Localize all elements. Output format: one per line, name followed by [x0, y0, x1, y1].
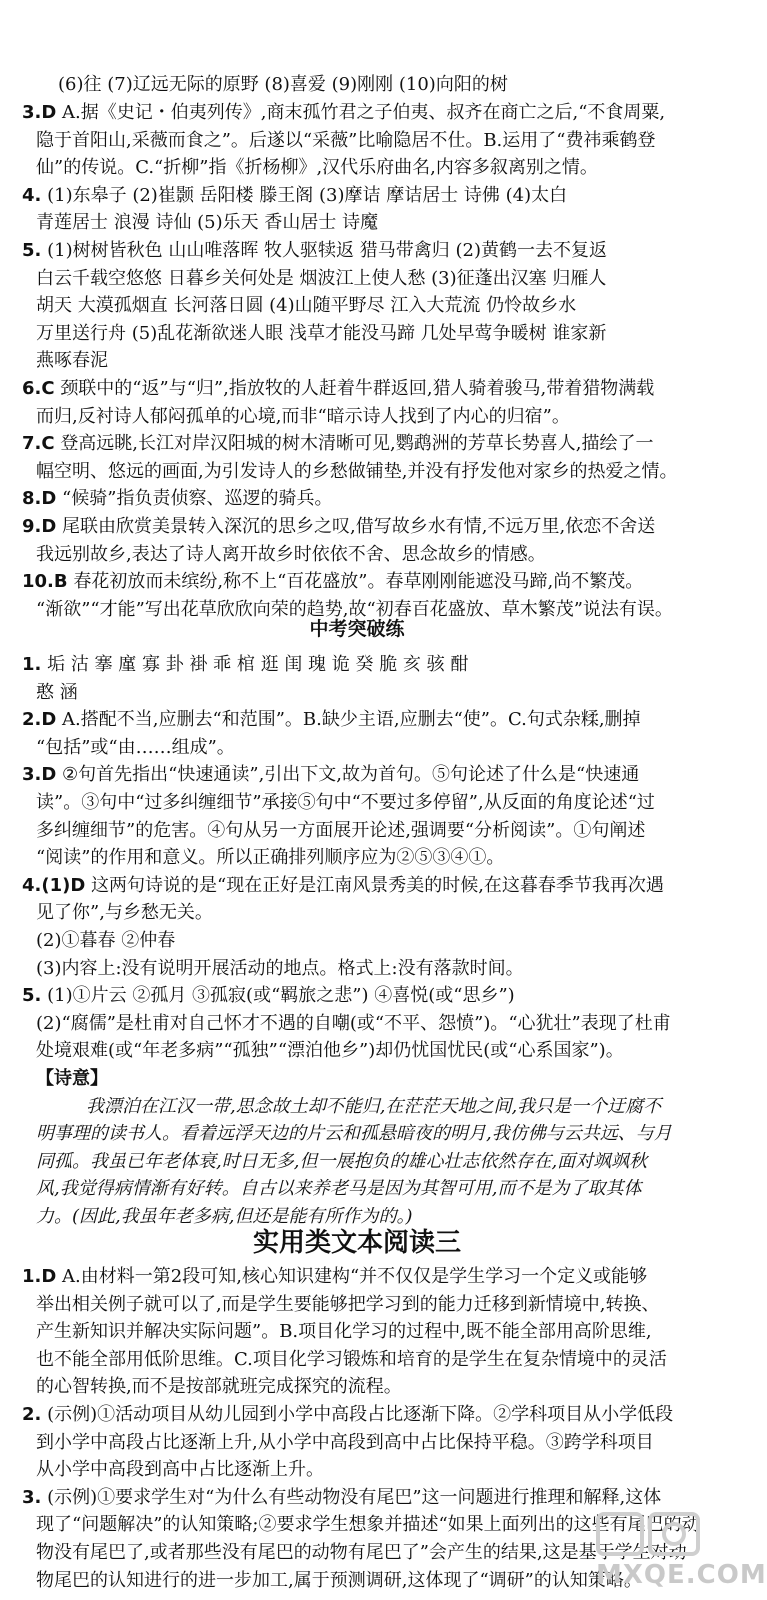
- answer-text: 颈联中的“返”与“归”,指放牧的人赶着牛群返回,猎人骑着骏马,带着猎物满载: [60, 378, 655, 399]
- answer-text: 现了“问题解决”的认知策略;②要求学生想象并描述“如果上面列出的这些有尾巴的动: [36, 1514, 700, 1535]
- answer-text: A.搭配不当,应删去“和范围”。B.缺少主语,应删去“使”。C.句式杂糅,删掉: [62, 709, 641, 730]
- answer-text: 仙”的传说。C.“折柳”指《折杨柳》,汉代乐府曲名,内容多叙离别之情。: [36, 157, 598, 178]
- text-line: [22, 1487, 661, 1509]
- text-line: [36, 1459, 324, 1481]
- question-number: 3.D: [22, 764, 57, 785]
- text-line: [36, 1321, 652, 1343]
- answer-text: 尾联由欣赏美景转入深沉的思乡之叹,借写故乡水有情,不远万里,依恋不舍送: [62, 516, 656, 537]
- section-heading-shiyong: 实用类文本阅读三: [252, 1228, 461, 1258]
- text-line: [22, 433, 653, 455]
- text-line: [36, 1013, 671, 1035]
- text-line: [36, 461, 677, 483]
- text-line: [22, 709, 641, 731]
- answer-text: “候骑”指负责侦察、巡逻的骑兵。: [62, 488, 333, 509]
- answer-text: 举出相关例子就可以了,而是学生要能够把学习到的能力迁移到新情境中,转换、: [36, 1294, 660, 1315]
- answer-text: 白云千载空悠悠 日暮乡关何处是 烟波江上使人愁 (3)征蓬出汉塞 归雁人: [36, 268, 607, 289]
- answer-text: 到小学中高段占比逐渐上升,从小学中高段到高中占比保持平稳。③跨学科项目: [36, 1432, 654, 1453]
- question-number: 10.B: [22, 571, 68, 592]
- text-line: [22, 102, 665, 124]
- text-line: [36, 1151, 647, 1173]
- text-line: [36, 544, 546, 566]
- text-line: [36, 820, 645, 842]
- question-number: 4.: [22, 185, 42, 206]
- question-number: 6.C: [22, 378, 55, 399]
- answer-text: 多纠缠细节”的危害。④句从另一方面展开论述,强调要“分析阅读”。①句阐述: [36, 820, 646, 841]
- answer-text: 登高远眺,长江对岸汉阳城的树木清晰可见,鹦鹉洲的芳草长势喜人,描绘了一: [60, 433, 654, 454]
- text-line: [36, 1376, 402, 1398]
- answer-text: 这两句诗说的是“现在正好是江南风景秀美的时候,在这暮春季节我再次遇: [91, 875, 664, 896]
- question-number: 5.: [22, 240, 42, 261]
- question-number: 3.D: [22, 102, 57, 123]
- answer-text: 物尾巴的认知进行的进一步加工,属于预测调研,这体现了“调研”的认知策略。: [36, 1570, 642, 1591]
- answer-text: (3)内容上:没有说明开展活动的地点。格式上:没有落款时间。: [36, 958, 524, 979]
- text-line: [58, 74, 508, 96]
- poem-translation-text: 明事理的读书人。看着远浮天边的片云和孤悬暗夜的明月,我仿佛与云共远、与月: [36, 1123, 672, 1144]
- answer-text: 青莲居士 浪漫 诗仙 (5)乐天 香山居士 诗魔: [36, 212, 379, 233]
- text-line: [36, 1040, 624, 1062]
- text-line: [36, 847, 504, 869]
- question-number: 1.D: [22, 1266, 57, 1287]
- text-line: [22, 240, 607, 262]
- text-line: [22, 985, 515, 1007]
- text-line: [36, 212, 378, 234]
- answer-text: 燕啄春泥: [36, 350, 108, 371]
- text-line: [22, 185, 567, 207]
- section-heading-zhongkao: 中考突破练: [309, 618, 405, 640]
- text-line: [36, 902, 213, 924]
- text-line: [36, 1542, 687, 1564]
- text-line: [22, 378, 654, 400]
- question-number: 2.: [22, 1404, 42, 1425]
- text-line: [36, 682, 78, 704]
- text-line: [36, 737, 235, 759]
- text-line: [22, 516, 655, 538]
- answer-text: 春花初放而未缤纷,称不上“百花盛放”。春草刚刚能遮没马蹄,尚不繁茂。: [73, 571, 644, 592]
- answer-text: A.由材料一第2段可知,核心知识建构“并不仅仅是学生学习一个定义或能够: [62, 1266, 648, 1287]
- watermark-text: MXQE.COM: [596, 1560, 767, 1590]
- question-number: 2.D: [22, 709, 57, 730]
- text-line: [36, 323, 606, 345]
- text-line: [36, 406, 570, 428]
- text-line: [22, 654, 468, 676]
- text-line: [36, 792, 655, 814]
- question-number: 8.D: [22, 488, 57, 509]
- answer-text: 的心智转换,而不是按部就班完成探究的流程。: [36, 1376, 402, 1397]
- text-line: [36, 1178, 641, 1200]
- answer-text: “渐欲”“才能”写出花草欣欣向荣的趋势,故“初春百花盛放、草木繁茂”说法有误。: [36, 599, 673, 620]
- text-line: [22, 571, 643, 593]
- answer-text: 物没有尾巴了,或者那些没有尾巴的动物有尾巴了”会产生的结果,这是基于学生对动: [36, 1542, 687, 1563]
- answer-text: 也不能全部用低阶思维。C.项目化学习锻炼和培育的是学生在复杂情境中的灵活: [36, 1349, 667, 1370]
- text-line: [86, 1096, 661, 1118]
- answer-text: (2)“腐儒”是杜甫对自己怀才不遇的自嘲(或“不平、怨愤”)。“心犹壮”表现了杜甫: [36, 1013, 671, 1034]
- question-number: 5.: [22, 985, 42, 1006]
- answer-text: 而归,反衬诗人郁闷孤单的心境,而非“暗示诗人找到了内心的归宿”。: [36, 406, 570, 427]
- answer-text: 从小学中高段到高中占比逐渐上升。: [36, 1459, 324, 1480]
- answer-text: (1)树树皆秋色 山山唯落晖 牧人驱犊返 猎马带禽归 (2)黄鹤一去不复返: [47, 240, 607, 261]
- question-number: 3.: [22, 1487, 42, 1508]
- question-number: 4.(1)D: [22, 875, 86, 896]
- answer-text: 憨 涵: [36, 682, 78, 703]
- poem-translation-text: 力。(因此,我虽年老多病,但还是能有所作为的。): [36, 1206, 413, 1227]
- text-line: [36, 1294, 659, 1316]
- text-line: [36, 1068, 108, 1090]
- text-line: [22, 875, 664, 897]
- answer-text: 隐于首阳山,采薇而食之”。后遂以“采薇”比喻隐居不仕。B.运用了“费祎乘鹤登: [36, 130, 656, 151]
- text-line: [36, 350, 108, 372]
- answer-text: (示例)①活动项目从幼儿园到小学中高段占比逐渐下降。②学科项目从小学低段: [47, 1404, 674, 1425]
- text-line: [36, 295, 576, 317]
- text-line: [22, 764, 639, 786]
- text-line: [22, 1404, 673, 1426]
- text-line: [36, 1349, 667, 1371]
- answer-text: (1)①片云 ②孤月 ③孤寂(或“羁旅之悲”) ④喜悦(或“思乡”): [47, 985, 515, 1006]
- answer-text: 读”。③句中“过多纠缠细节”承接⑤句中“不要过多停留”,从反面的角度论述“过: [36, 792, 655, 813]
- answer-text: (示例)①要求学生对“为什么有些动物没有尾巴”这一问题进行推理和解释,这体: [47, 1487, 662, 1508]
- answer-text: 产生新知识并解决实际问题”。B.项目化学习的过程中,既不能全部用高阶思维,: [36, 1321, 652, 1342]
- answer-text: (1)东皋子 (2)崔颢 岳阳楼 滕王阁 (3)摩诘 摩诘居士 诗佛 (4)太白: [47, 185, 568, 206]
- text-line: [36, 157, 598, 179]
- answer-text: 垢 沽 搴 廑 寡 卦 褂 乖 棺 逛 闺 瑰 诡 癸 脆 亥 骇 酣: [47, 654, 469, 675]
- answer-text: ②句首先指出“快速通读”,引出下文,故为首句。⑤句论述了什么是“快速通: [62, 764, 640, 785]
- text-line: [36, 1123, 672, 1145]
- poem-translation-text: 同孤。我虽已年老体衰,时日无多,但一展抱负的雄心壮志依然存在,面对飒飒秋: [36, 1151, 648, 1172]
- text-line: [36, 1206, 413, 1228]
- text-line: [36, 268, 606, 290]
- answer-text: (2)①暮春 ②仲春: [36, 930, 176, 951]
- answer-text: 万里送行舟 (5)乱花渐欲迷人眼 浅草才能没马蹄 几处早莺争暖树 谁家新: [36, 323, 607, 344]
- question-number: 9.D: [22, 516, 57, 537]
- answer-text: A.据《史记・伯夷列传》,商末孤竹君之子伯夷、叔齐在商亡之后,“不食周粟,: [62, 102, 666, 123]
- answer-text: 见了你”,与乡愁无关。: [36, 902, 213, 923]
- answer-text: 我远别故乡,表达了诗人离开故乡时依依不舍、思念故乡的情感。: [36, 544, 546, 565]
- poem-translation-text: 我漂泊在江汉一带,思念故土却不能归,在茫茫天地之间,我只是一个迂腐不: [86, 1096, 662, 1117]
- question-number: 7.C: [22, 433, 55, 454]
- text-line: [22, 488, 332, 510]
- question-number: 1.: [22, 654, 42, 675]
- poem-translation-text: 风,我觉得病情渐有好转。自古以来养老马是因为其智可用,而不是为了取其体: [36, 1178, 642, 1199]
- text-line: [36, 1570, 642, 1592]
- text-line: [36, 930, 175, 952]
- answer-text: 幅空明、悠远的画面,为引发诗人的乡愁做铺垫,并没有抒发他对家乡的热爱之情。: [36, 461, 678, 482]
- answer-text: “包括”或“由……组成”。: [36, 737, 235, 758]
- answer-text: “阅读”的作用和意义。所以正确排列顺序应为②⑤③④①。: [36, 847, 505, 868]
- answer-text: 【诗意】: [36, 1068, 108, 1089]
- text-line: [36, 130, 655, 152]
- answer-text: 处境艰难(或“年老多病”“孤独”“漂泊他乡”)却仍忧国忧民(或“心系国家”)。: [36, 1040, 624, 1061]
- text-line: [22, 1266, 647, 1288]
- answer-text: 胡天 大漠孤烟直 长河落日圆 (4)山随平野尽 江入大荒流 仍怜故乡水: [36, 295, 577, 316]
- answer-text: (6)往 (7)辽远无际的原野 (8)喜爱 (9)刚刚 (10)向阳的树: [58, 74, 508, 95]
- text-line: [36, 1432, 654, 1454]
- text-line: [36, 958, 524, 980]
